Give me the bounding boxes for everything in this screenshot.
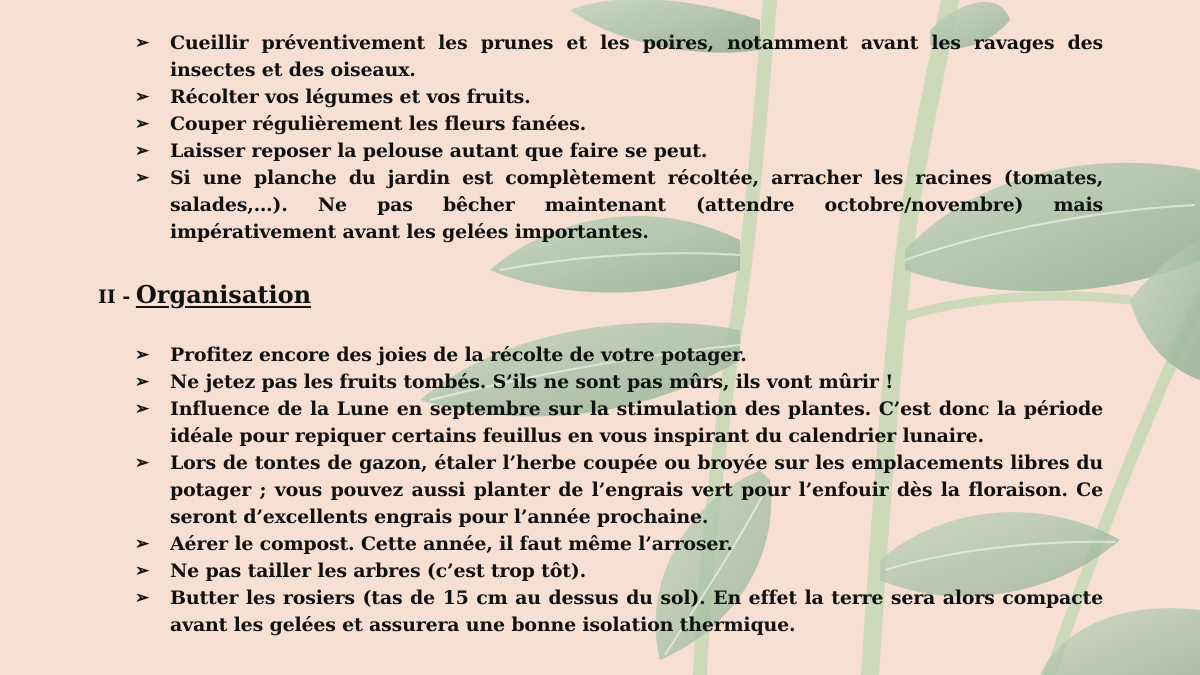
arrow-bullet-icon: ➢ [135, 168, 150, 188]
arrow-bullet-icon: ➢ [135, 588, 150, 608]
list-item: ➢ Récolter vos légumes et vos fruits. [135, 84, 1103, 111]
list-item: ➢ Ne jetez pas les fruits tombés. S’ils ne sont pas mûrs, ils vont mûrir ! [135, 369, 1103, 396]
list-item: ➢ Cueillir préventivement les prunes et les poires, notamment avant les ravages des insectes et des oiseaux. [135, 32, 1103, 81]
list-item: ➢ Aérer le compost. Cette année, il faut même l’arroser. [135, 531, 1103, 558]
list-item: ➢ Laisser reposer la pelouse autant que faire se peut. [135, 138, 1103, 165]
section-heading [98, 280, 311, 309]
arrow-bullet-icon: ➢ [135, 561, 150, 581]
list-item: ➢ Butter les rosiers (tas de 15 cm au dessus du sol). En effet la terre sera alors compacte avant les gelées et assurera une bonne isolation thermique. [135, 587, 1103, 636]
task-list-top [135, 30, 1103, 246]
list-item: ➢ Si une planche du jardin est complètement récoltée, arracher les racines (tomates, salades,…). Ne pas bêcher maintenant (attendre octobre/novembre) mais impérativement avant les gelées importantes. [135, 167, 1103, 243]
arrow-bullet-icon: ➢ [135, 453, 150, 473]
arrow-bullet-icon: ➢ [135, 534, 150, 554]
arrow-bullet-icon: ➢ [135, 345, 150, 365]
list-item: ➢ Ne pas tailler les arbres (c’est trop tôt). [135, 558, 1103, 585]
list-item: ➢ Profitez encore des joies de la récolte de votre potager. [135, 342, 1103, 369]
arrow-bullet-icon: ➢ [135, 114, 150, 134]
arrow-bullet-icon: ➢ [135, 87, 150, 107]
list-item: ➢ Lors de tontes de gazon, étaler l’herbe coupée ou broyée sur les emplacements libres du potager ; vous pouvez aussi planter de l’engrais vert pour l’enfouir dès la floraison. Ce seront d’excellents engrais pour l’année prochaine. [135, 452, 1103, 528]
section-number: II - [98, 286, 131, 308]
arrow-bullet-icon: ➢ [135, 33, 150, 53]
arrow-bullet-icon: ➢ [135, 141, 150, 161]
list-item: ➢ Influence de la Lune en septembre sur la stimulation des plantes. C’est donc la période idéale pour repiquer certains feuillus en vous inspirant du calendrier lunaire. [135, 398, 1103, 447]
section-title: Organisation [135, 280, 312, 309]
task-list-organisation [135, 342, 1103, 639]
list-item: ➢ Couper régulièrement les fleurs fanées. [135, 111, 1103, 138]
arrow-bullet-icon: ➢ [135, 372, 150, 392]
arrow-bullet-icon: ➢ [135, 399, 150, 419]
